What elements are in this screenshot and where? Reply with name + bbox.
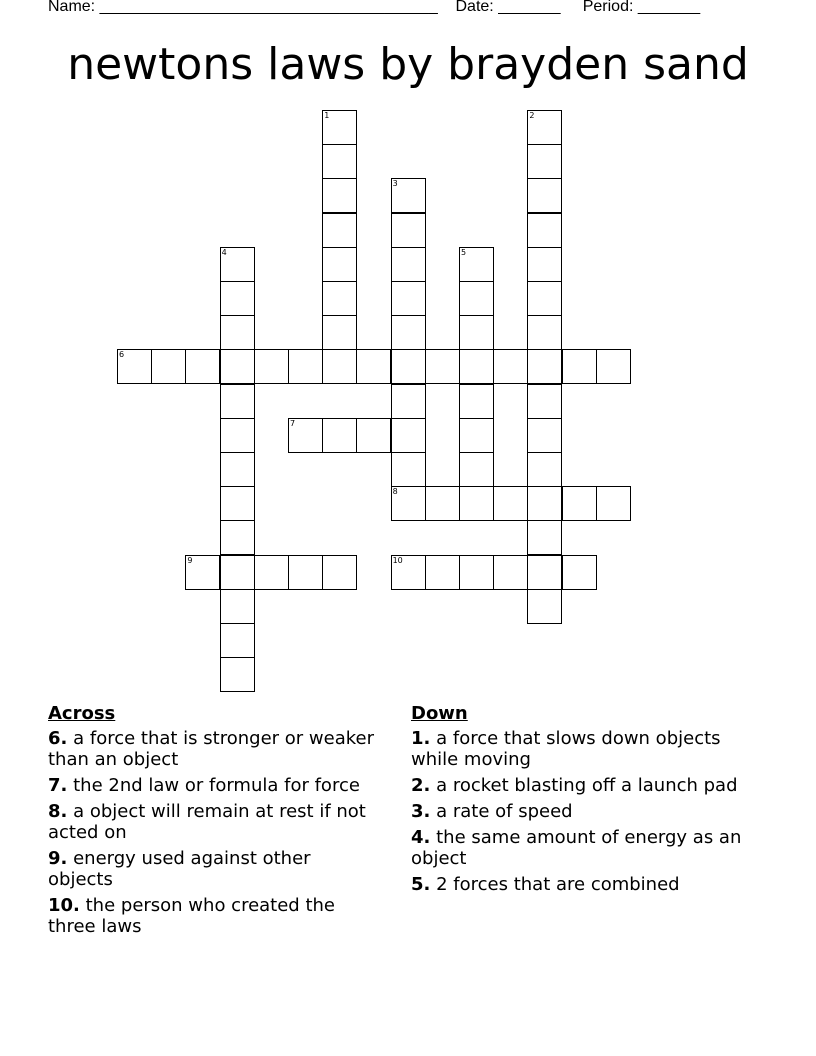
crossword-cell[interactable] xyxy=(322,281,357,316)
clue-number: 4. xyxy=(411,827,431,848)
crossword-cell[interactable] xyxy=(459,452,494,487)
crossword-cell[interactable] xyxy=(493,555,528,590)
student-info-header xyxy=(48,0,700,16)
clue-text: a force that is stronger or weaker than an object xyxy=(48,728,374,770)
crossword-cell[interactable] xyxy=(562,486,597,521)
crossword-cell[interactable] xyxy=(459,315,494,350)
crossword-cell[interactable] xyxy=(527,178,562,213)
crossword-cell[interactable] xyxy=(562,555,597,590)
clue-text: a object will remain at rest if not acted on xyxy=(48,801,366,843)
crossword-cell[interactable] xyxy=(185,555,220,590)
crossword-cell[interactable] xyxy=(391,349,426,384)
across-clues xyxy=(48,703,378,942)
clue-text: the 2nd law or formula for force xyxy=(73,775,360,796)
cell-number: 3 xyxy=(392,179,398,189)
crossword-cell[interactable] xyxy=(322,144,357,179)
crossword-cell[interactable] xyxy=(254,349,289,384)
crossword-cell[interactable] xyxy=(322,555,357,590)
across-clue xyxy=(48,848,378,890)
clue-number: 8. xyxy=(48,801,68,822)
crossword-cell[interactable] xyxy=(220,589,255,624)
crossword-cell[interactable] xyxy=(562,349,597,384)
down-clue xyxy=(411,827,751,869)
crossword-cell[interactable] xyxy=(425,555,460,590)
crossword-cell[interactable] xyxy=(288,555,323,590)
crossword-cell[interactable] xyxy=(596,486,631,521)
crossword-cell[interactable] xyxy=(527,281,562,316)
crossword-cell[interactable] xyxy=(322,418,357,453)
crossword-cell[interactable] xyxy=(391,281,426,316)
cell-number: 1 xyxy=(324,111,330,120)
crossword-cell[interactable] xyxy=(322,315,357,350)
across-clue xyxy=(48,728,378,770)
cell-number: 9 xyxy=(187,555,193,565)
clue-number: 9. xyxy=(48,848,68,869)
down-clue xyxy=(411,874,751,895)
crossword-cell[interactable] xyxy=(220,315,255,350)
date-field[interactable]: Date: _______ xyxy=(455,0,561,15)
crossword-cell[interactable] xyxy=(527,110,562,145)
crossword-cell[interactable] xyxy=(527,452,562,487)
across-clue xyxy=(48,801,378,843)
crossword-cell[interactable] xyxy=(527,555,562,590)
clue-number: 5. xyxy=(411,874,431,895)
page-title: newtons laws by brayden sand xyxy=(67,39,749,90)
cell-number: 6 xyxy=(119,350,125,360)
crossword-cell[interactable] xyxy=(493,349,528,384)
crossword-cell[interactable] xyxy=(220,247,255,282)
crossword-cell[interactable] xyxy=(527,315,562,350)
crossword-cell[interactable] xyxy=(391,315,426,350)
across-clue xyxy=(48,775,378,796)
crossword-cell[interactable] xyxy=(459,349,494,384)
crossword-cell[interactable] xyxy=(220,520,255,555)
down-clue xyxy=(411,775,751,796)
crossword-cell[interactable] xyxy=(391,418,426,453)
clue-number: 6. xyxy=(48,728,68,749)
down-clues xyxy=(411,703,751,900)
crossword-cell[interactable] xyxy=(288,349,323,384)
clue-text: the person who created the three laws xyxy=(48,895,335,937)
crossword-cell[interactable] xyxy=(527,144,562,179)
crossword-cell[interactable] xyxy=(527,486,562,521)
crossword-cell[interactable] xyxy=(459,384,494,419)
crossword-cell[interactable] xyxy=(220,384,255,419)
crossword-cell[interactable] xyxy=(596,349,631,384)
clue-number: 10. xyxy=(48,895,80,916)
crossword-cell[interactable] xyxy=(391,486,426,521)
crossword-cell[interactable] xyxy=(459,486,494,521)
crossword-cell[interactable] xyxy=(220,486,255,521)
cell-number: 7 xyxy=(290,418,296,428)
clue-text: energy used against other objects xyxy=(48,848,311,890)
crossword-cell[interactable] xyxy=(459,418,494,453)
cell-number: 2 xyxy=(529,111,535,120)
crossword-cell[interactable] xyxy=(527,418,562,453)
clue-number: 7. xyxy=(48,775,68,796)
crossword-cell[interactable] xyxy=(527,247,562,282)
clue-number: 2. xyxy=(411,775,431,796)
crossword-cell[interactable] xyxy=(425,349,460,384)
crossword-cell[interactable] xyxy=(391,384,426,419)
across-heading: Across xyxy=(48,703,116,724)
crossword-cell[interactable] xyxy=(527,520,562,555)
crossword-cell[interactable] xyxy=(322,178,357,213)
clue-text: a force that slows down objects while moving xyxy=(411,728,721,770)
crossword-cell[interactable] xyxy=(220,623,255,658)
down-clue xyxy=(411,728,751,770)
crossword-cell[interactable] xyxy=(356,349,391,384)
crossword-cell[interactable] xyxy=(322,247,357,282)
across-clue xyxy=(48,895,378,937)
crossword-cell[interactable] xyxy=(220,349,255,384)
clue-text: a rocket blasting off a launch pad xyxy=(436,775,738,796)
crossword-cell[interactable] xyxy=(527,384,562,419)
crossword-cell[interactable] xyxy=(425,486,460,521)
crossword-cell[interactable] xyxy=(220,452,255,487)
crossword-cell[interactable] xyxy=(391,213,426,248)
crossword-cell[interactable] xyxy=(185,349,220,384)
crossword-cell[interactable] xyxy=(220,418,255,453)
crossword-cell[interactable] xyxy=(391,555,426,590)
cell-number: 4 xyxy=(221,247,227,257)
cell-number: 5 xyxy=(461,247,467,257)
crossword-cell[interactable] xyxy=(220,555,255,590)
crossword-cell[interactable] xyxy=(220,281,255,316)
crossword-cell[interactable] xyxy=(322,349,357,384)
crossword-cell[interactable] xyxy=(322,213,357,248)
crossword-cell[interactable] xyxy=(391,452,426,487)
clue-text: the same amount of energy as an object xyxy=(411,827,742,869)
crossword-cell[interactable] xyxy=(527,349,562,384)
cell-number: 8 xyxy=(392,487,398,497)
period-field[interactable]: Period: _______ xyxy=(582,0,701,15)
clue-number: 1. xyxy=(411,728,431,749)
name-field[interactable]: Name: ______________________________________ xyxy=(48,0,438,15)
crossword-cell[interactable] xyxy=(322,110,357,145)
crossword-cell[interactable] xyxy=(288,418,323,453)
crossword-cell[interactable] xyxy=(527,589,562,624)
clue-number: 3. xyxy=(411,801,431,822)
crossword-cell[interactable] xyxy=(117,349,152,384)
crossword-cell[interactable] xyxy=(459,281,494,316)
down-heading: Down xyxy=(411,703,468,724)
cell-number: 10 xyxy=(392,555,403,565)
crossword-cell[interactable] xyxy=(459,247,494,282)
crossword-cell[interactable] xyxy=(493,486,528,521)
crossword-cell[interactable] xyxy=(254,555,289,590)
crossword-cell[interactable] xyxy=(356,418,391,453)
crossword-cell[interactable] xyxy=(527,213,562,248)
crossword-cell[interactable] xyxy=(391,178,426,213)
clue-text: a rate of speed xyxy=(436,801,573,822)
down-clue xyxy=(411,801,751,822)
crossword-cell[interactable] xyxy=(151,349,186,384)
crossword-cell[interactable] xyxy=(220,657,255,692)
crossword-cell[interactable] xyxy=(459,555,494,590)
clue-text: 2 forces that are combined xyxy=(436,874,680,895)
crossword-cell[interactable] xyxy=(391,247,426,282)
